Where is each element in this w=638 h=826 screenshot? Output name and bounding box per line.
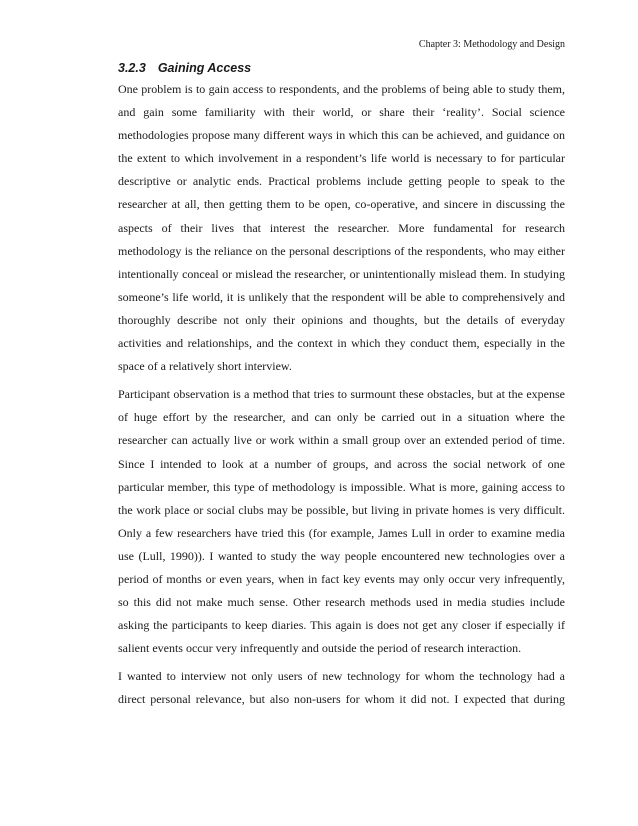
paragraph-1: One problem is to gain access to respondents, and the problems of being able to study them, and gain some familiarity with their world, or share their ‘reality’. Social science methodologies propose many different ways in which this can be achieved, and guidance on the extent to which involvement in a respondent’s life world is necessary to for particular descriptive or analytic ends. Practical problems include getting people to speak to the researcher at all, then getting them to be open, co-operative, and sincere in discussing the aspects of their lives that interest the researcher. More fundamental for research methodology is the reliance on the personal descriptions of the respondents, who may either intentionally conceal or mislead the researcher, or unintentionally mislead them. In studying someone’s life world, it is unlikely that the respondent will be able to comprehensively and thoroughly describe not only their opinions and thoughts, but the details of everyday activities and relationships, and the context in which they conduct them, especially in the space of a relatively short interview. (118, 82, 565, 374)
section-number: 3.2.3 (118, 61, 146, 75)
body-text (118, 78, 565, 717)
running-header: Chapter 3: Methodology and Design (418, 39, 565, 50)
paragraph-2: Participant observation is a method that tries to surmount these obstacles, but at the expense of huge effort by the researcher, and can only be carried out in a situation where the researcher can actually live or work within a small group over an extended period of time. Since I intended to look at a number of groups, and across the social network of one particular member, this type of methodology is impossible. What is more, gaining access to the work place or social clubs may be possible, but living in private homes is very difficult. Only a few researchers have tried this (for example, James Lull in order to examine media use (Lull, 1990)). I wanted to study the way people encountered new technologies over a period of months or even years, when in fact key events may only occur very infrequently, so this did not make much sense. Other research methods used in media studies include asking the participants to keep diaries. This again is does not get any closer if especially if salient events occur very infrequently and outside the period of research interaction. (118, 387, 565, 656)
section-heading (118, 60, 251, 76)
section-title: Gaining Access (157, 61, 252, 75)
paragraph-3: I wanted to interview not only users of new technology for whom the technology had a direct personal relevance, but also non-users for whom it did not. I expected that during (118, 669, 565, 707)
